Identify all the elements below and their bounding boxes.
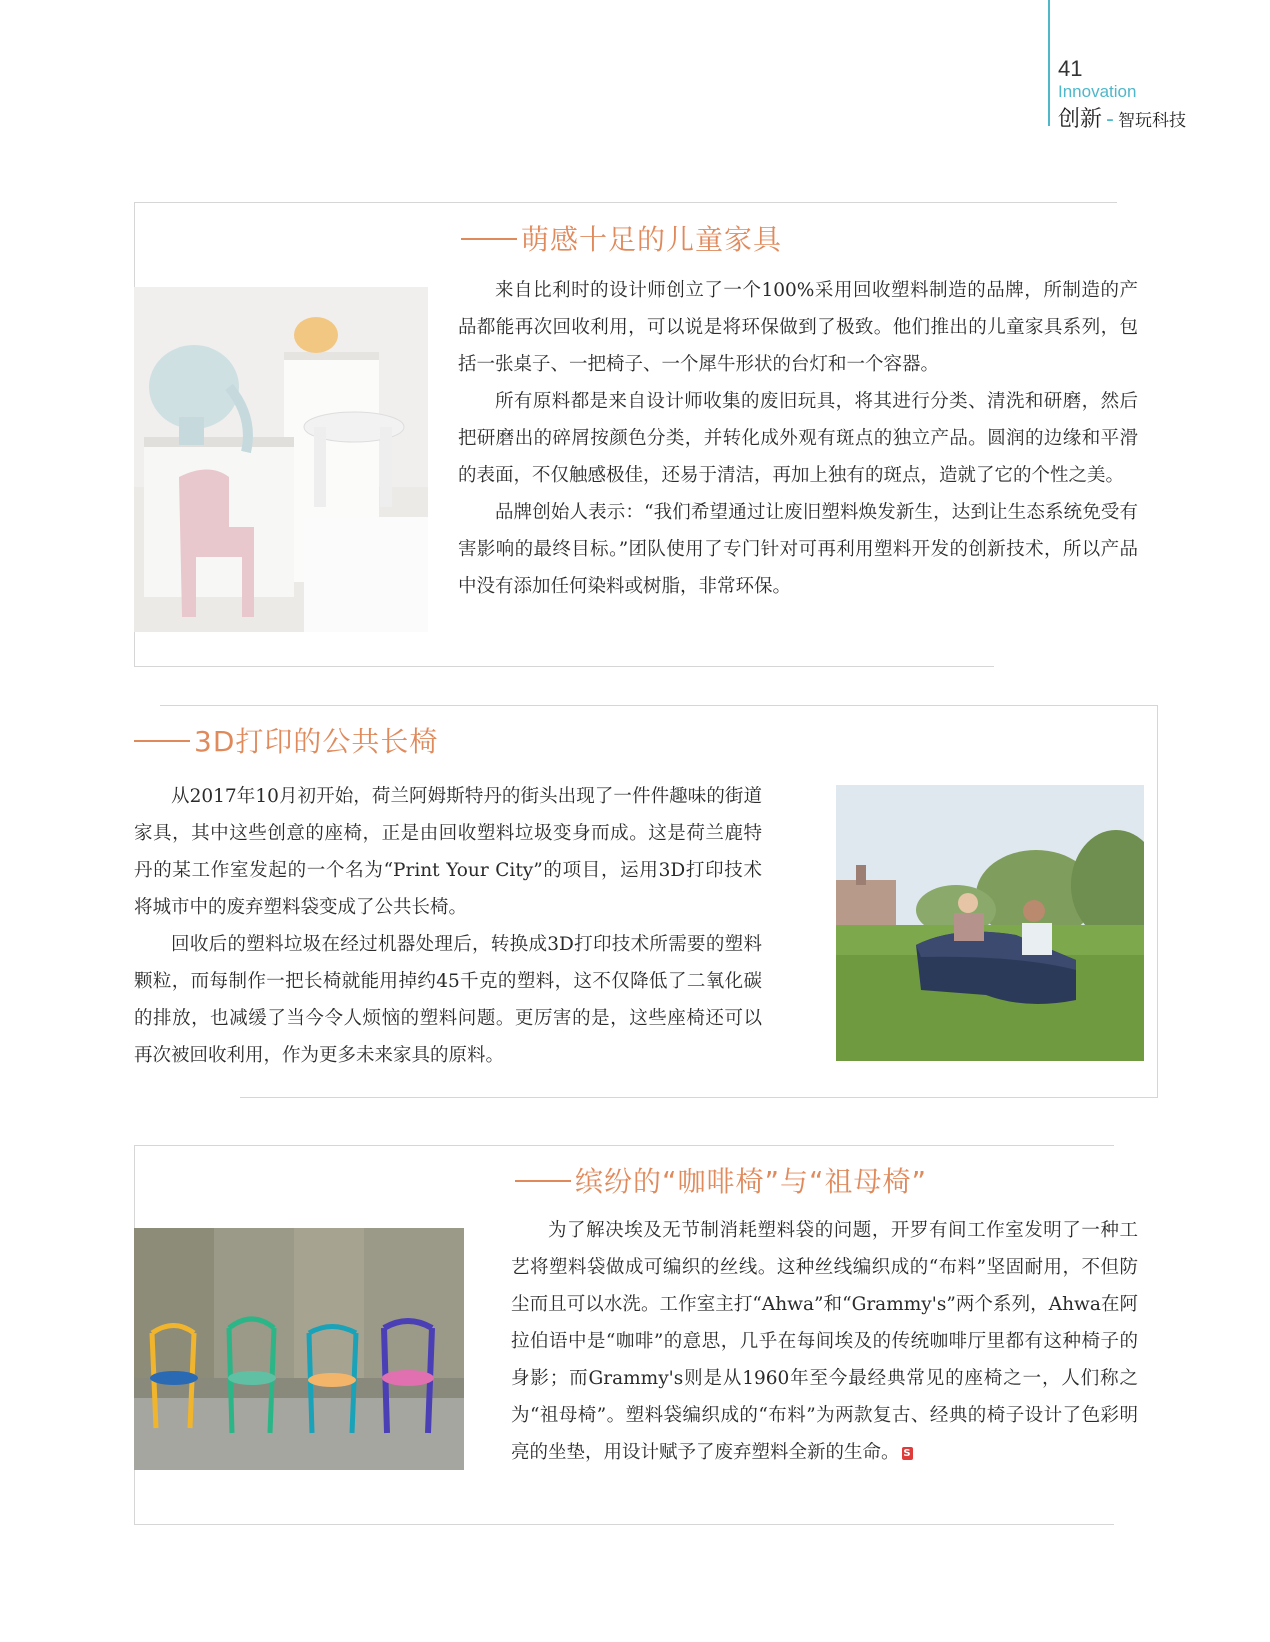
- article-2-title: [134, 720, 438, 760]
- 3d-printed-bench-photo: [836, 785, 1144, 1061]
- section-english-label: Innovation: [1058, 82, 1137, 101]
- paragraph: 从2017年10月初开始，荷兰阿姆斯特丹的街头出现了一件件趣味的街道家具，其中这些创意的座椅，正是由回收塑料垃圾变身而成。这是荷兰鹿特丹的某工作室发起的一个名为“Print Your City”的项目，运用3D打印技术将城市中的废弃塑料袋变成了公共长椅。: [134, 786, 762, 918]
- paragraph: 来自比利时的设计师创立了一个100%采用回收塑料制造的品牌，所制造的产品都能再次回收利用，可以说是将环保做到了极致。他们推出的儿童家具系列，包括一张桌子、一把椅子、一个犀牛形状的台灯和一个容器。: [458, 280, 1138, 375]
- section-chinese-label: [1058, 102, 1186, 133]
- section-separator: -: [1106, 107, 1114, 132]
- article-1-title: [461, 218, 782, 258]
- article-3-title-text: 缤纷的“咖啡椅”与“祖母椅”: [575, 1165, 928, 1198]
- title-rule: [134, 740, 190, 742]
- title-rule: [461, 238, 517, 240]
- article-1-frame-bottom: [134, 666, 994, 667]
- page-number: 41: [1058, 56, 1083, 81]
- colorful-chairs-photo: [134, 1228, 464, 1470]
- title-rule: [515, 1180, 571, 1182]
- paragraph: [511, 1212, 1138, 1471]
- article-3-title: [515, 1160, 927, 1200]
- paragraph-text: 为了解决埃及无节制消耗塑料袋的问题，开罗有间工作室发明了一种工艺将塑料袋做成可编织的丝线。这种丝线编织成的“布料”坚固耐用，不但防尘而且可以水洗。工作室主打“Ahwa”和“Grammy's”两个系列，Ahwa在阿拉伯语中是“咖啡”的意思，几乎在每间埃及的传统咖啡厅里都有这种椅子的身影；而Grammy's则是从1960年至今最经典常见的座椅之一，人们称之为“祖母椅”。塑料袋编织成的“布料”为两款复古、经典的椅子设计了色彩明亮的坐垫，用设计赋予了废弃塑料全新的生命。: [511, 1220, 1138, 1463]
- kids-furniture-photo: [134, 287, 428, 632]
- article-3-body: [511, 1212, 1138, 1471]
- subsection-name: 智玩科技: [1117, 111, 1186, 131]
- article-2-body: [134, 778, 762, 1074]
- header-divider: [1048, 0, 1050, 126]
- article-2-title-text: 3D打印的公共长椅: [194, 725, 439, 758]
- article-1-body: [458, 272, 1138, 605]
- paragraph: 品牌创始人表示：“我们希望通过让废旧塑料焕发新生，达到让生态系统免受有害影响的最终目标。”团队使用了专门针对可再利用塑料开发的创新技术，所以产品中没有添加任何染料或树脂，非常环保。: [458, 502, 1138, 597]
- article-1-title-text: 萌感十足的儿童家具: [521, 223, 783, 256]
- article-2-frame-bottom: [240, 1097, 1158, 1098]
- paragraph: 回收后的塑料垃圾在经过机器处理后，转换成3D打印技术所需要的塑料颗粒，而每制作一把长椅就能用掉约45千克的塑料，这不仅降低了二氧化碳的排放，也减缓了当今令人烦恼的塑料问题。更厉害的是，这些座椅还可以再次被回收利用，作为更多未来家具的原料。: [134, 934, 762, 1066]
- section-name: 创新: [1058, 107, 1103, 132]
- end-mark-icon: S: [903, 1447, 911, 1459]
- paragraph: 所有原料都是来自设计师收集的废旧玩具，将其进行分类、清洗和研磨，然后把研磨出的碎屑按颜色分类，并转化成外观有斑点的独立产品。圆润的边缘和平滑的表面，不仅触感极佳，还易于清洁，再加上独有的斑点，造就了它的个性之美。: [458, 391, 1138, 486]
